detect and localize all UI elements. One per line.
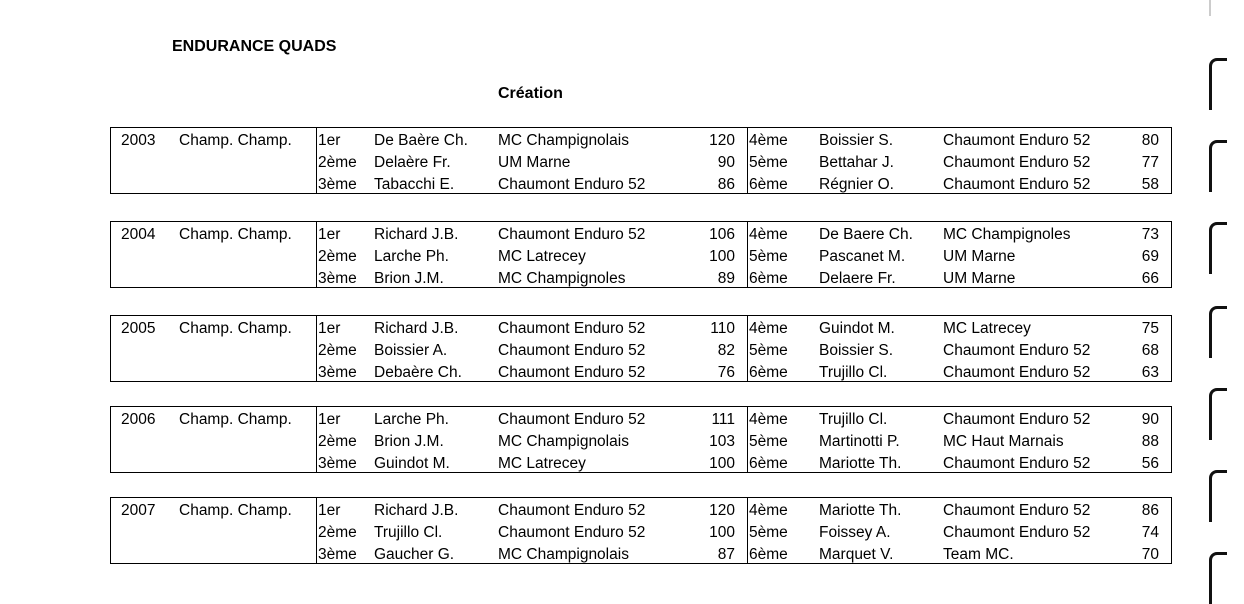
results-block bbox=[110, 497, 1172, 564]
rider-name-cell: Boissier A. bbox=[374, 342, 448, 359]
rider-name-cell: Delaere Fr. bbox=[819, 270, 896, 287]
points-cell: 63 bbox=[1141, 364, 1159, 381]
club-cell: Chaumont Enduro 52 bbox=[943, 342, 1091, 359]
club-cell: Chaumont Enduro 52 bbox=[498, 502, 646, 519]
rider-name-cell: Boissier S. bbox=[819, 132, 894, 149]
rider-name-cell: Trujillo Cl. bbox=[374, 524, 443, 541]
club-cell: UM Marne bbox=[498, 154, 571, 171]
column-divider bbox=[747, 407, 748, 472]
points-cell: 90 bbox=[1141, 411, 1159, 428]
rider-name-cell: Delaère Fr. bbox=[374, 154, 451, 171]
club-cell: UM Marne bbox=[943, 270, 1016, 287]
binder-hole bbox=[1209, 58, 1227, 110]
rank-cell: 4ème bbox=[749, 411, 788, 428]
rank-cell: 5ème bbox=[749, 248, 788, 265]
points-cell: 100 bbox=[709, 524, 735, 541]
year-cell: 2007 bbox=[121, 502, 156, 519]
club-cell: MC Haut Marnais bbox=[943, 433, 1064, 450]
column-divider bbox=[316, 316, 317, 381]
rank-cell: 1er bbox=[318, 411, 341, 428]
column-divider bbox=[316, 407, 317, 472]
rider-name-cell: Mariotte Th. bbox=[819, 502, 902, 519]
year-cell: 2005 bbox=[121, 320, 156, 337]
rank-cell: 4ème bbox=[749, 320, 788, 337]
club-cell: Chaumont Enduro 52 bbox=[943, 455, 1091, 472]
points-cell: 110 bbox=[710, 320, 735, 337]
binder-hole bbox=[1209, 306, 1227, 358]
club-cell: Chaumont Enduro 52 bbox=[498, 524, 646, 541]
points-cell: 111 bbox=[711, 411, 735, 428]
club-cell: Chaumont Enduro 52 bbox=[943, 524, 1091, 541]
rider-name-cell: Mariotte Th. bbox=[819, 455, 902, 472]
club-cell: MC Champignoles bbox=[498, 270, 626, 287]
rider-name-cell: Debaère Ch. bbox=[374, 364, 462, 381]
club-cell: MC Champignolais bbox=[498, 132, 629, 149]
club-cell: Chaumont Enduro 52 bbox=[498, 364, 646, 381]
rider-name-cell: Brion J.M. bbox=[374, 270, 444, 287]
points-cell: 76 bbox=[717, 364, 735, 381]
rider-name-cell: Guindot M. bbox=[819, 320, 895, 337]
year-cell: 2004 bbox=[121, 226, 156, 243]
rider-name-cell: Guindot M. bbox=[374, 455, 450, 472]
club-cell: Chaumont Enduro 52 bbox=[943, 132, 1091, 149]
rider-name-cell: Brion J.M. bbox=[374, 433, 444, 450]
rider-name-cell: Richard J.B. bbox=[374, 320, 459, 337]
points-cell: 100 bbox=[709, 248, 735, 265]
championship-type-cell: Champ. Champ. bbox=[179, 132, 292, 149]
rider-name-cell: Larche Ph. bbox=[374, 411, 449, 428]
column-divider bbox=[747, 222, 748, 287]
championship-type-cell: Champ. Champ. bbox=[179, 502, 292, 519]
points-cell: 69 bbox=[1141, 248, 1159, 265]
binder-edge-mark bbox=[1209, 0, 1227, 16]
championship-type-cell: Champ. Champ. bbox=[179, 411, 292, 428]
column-divider bbox=[747, 316, 748, 381]
rank-cell: 6ème bbox=[749, 455, 788, 472]
results-block bbox=[110, 315, 1172, 382]
club-cell: Chaumont Enduro 52 bbox=[498, 320, 646, 337]
rank-cell: 2ème bbox=[318, 524, 357, 541]
championship-type-cell: Champ. Champ. bbox=[179, 226, 292, 243]
club-cell: MC Champignolais bbox=[498, 546, 629, 563]
points-cell: 77 bbox=[1141, 154, 1159, 171]
column-divider bbox=[316, 128, 317, 193]
binder-hole bbox=[1209, 388, 1227, 440]
points-cell: 88 bbox=[1141, 433, 1159, 450]
results-block bbox=[110, 127, 1172, 194]
points-cell: 86 bbox=[1141, 502, 1159, 519]
club-cell: MC Latrecey bbox=[498, 455, 586, 472]
club-cell: Chaumont Enduro 52 bbox=[943, 176, 1091, 193]
points-cell: 75 bbox=[1141, 320, 1159, 337]
club-cell: UM Marne bbox=[943, 248, 1016, 265]
rank-cell: 4ème bbox=[749, 226, 788, 243]
rank-cell: 4ème bbox=[749, 502, 788, 519]
rank-cell: 5ème bbox=[749, 524, 788, 541]
rider-name-cell: Richard J.B. bbox=[374, 502, 459, 519]
rank-cell: 6ème bbox=[749, 270, 788, 287]
binder-hole bbox=[1209, 222, 1227, 274]
points-cell: 90 bbox=[717, 154, 735, 171]
year-cell: 2003 bbox=[121, 132, 156, 149]
championship-type-cell: Champ. Champ. bbox=[179, 320, 292, 337]
rider-name-cell: Trujillo Cl. bbox=[819, 411, 888, 428]
column-divider bbox=[747, 498, 748, 563]
rank-cell: 2ème bbox=[318, 433, 357, 450]
rank-cell: 6ème bbox=[749, 364, 788, 381]
points-cell: 87 bbox=[717, 546, 735, 563]
column-divider bbox=[316, 498, 317, 563]
section-subtitle: Création bbox=[498, 85, 563, 102]
rank-cell: 5ème bbox=[749, 433, 788, 450]
club-cell: Team MC. bbox=[943, 546, 1014, 563]
rank-cell: 1er bbox=[318, 502, 341, 519]
column-divider bbox=[316, 222, 317, 287]
club-cell: Chaumont Enduro 52 bbox=[943, 411, 1091, 428]
points-cell: 120 bbox=[709, 502, 735, 519]
rider-name-cell: Gaucher G. bbox=[374, 546, 455, 563]
points-cell: 103 bbox=[709, 433, 735, 450]
rider-name-cell: Marquet V. bbox=[819, 546, 894, 563]
club-cell: Chaumont Enduro 52 bbox=[943, 502, 1091, 519]
year-cell: 2006 bbox=[121, 411, 156, 428]
rank-cell: 2ème bbox=[318, 154, 357, 171]
rider-name-cell: Régnier O. bbox=[819, 176, 894, 193]
points-cell: 73 bbox=[1141, 226, 1159, 243]
club-cell: Chaumont Enduro 52 bbox=[943, 364, 1091, 381]
rank-cell: 3ème bbox=[318, 364, 357, 381]
points-cell: 80 bbox=[1141, 132, 1159, 149]
rank-cell: 2ème bbox=[318, 248, 357, 265]
club-cell: MC Latrecey bbox=[943, 320, 1031, 337]
rank-cell: 3ème bbox=[318, 455, 357, 472]
results-block bbox=[110, 221, 1172, 288]
rank-cell: 5ème bbox=[749, 342, 788, 359]
points-cell: 82 bbox=[717, 342, 735, 359]
club-cell: Chaumont Enduro 52 bbox=[498, 226, 646, 243]
rank-cell: 6ème bbox=[749, 546, 788, 563]
points-cell: 58 bbox=[1141, 176, 1159, 193]
club-cell: Chaumont Enduro 52 bbox=[943, 154, 1091, 171]
rank-cell: 3ème bbox=[318, 546, 357, 563]
points-cell: 74 bbox=[1141, 524, 1159, 541]
rank-cell: 1er bbox=[318, 226, 341, 243]
rank-cell: 4ème bbox=[749, 132, 788, 149]
rider-name-cell: Richard J.B. bbox=[374, 226, 459, 243]
rider-name-cell: Martinotti P. bbox=[819, 433, 900, 450]
rank-cell: 1er bbox=[318, 320, 341, 337]
club-cell: MC Champignoles bbox=[943, 226, 1071, 243]
rank-cell: 3ème bbox=[318, 176, 357, 193]
rider-name-cell: De Baère Ch. bbox=[374, 132, 468, 149]
points-cell: 106 bbox=[709, 226, 735, 243]
rider-name-cell: De Baere Ch. bbox=[819, 226, 913, 243]
results-block bbox=[110, 406, 1172, 473]
points-cell: 86 bbox=[717, 176, 735, 193]
points-cell: 120 bbox=[709, 132, 735, 149]
binder-hole bbox=[1209, 470, 1227, 522]
rider-name-cell: Foissey A. bbox=[819, 524, 891, 541]
points-cell: 70 bbox=[1141, 546, 1159, 563]
binder-hole bbox=[1209, 552, 1227, 604]
rider-name-cell: Bettahar J. bbox=[819, 154, 894, 171]
club-cell: Chaumont Enduro 52 bbox=[498, 176, 646, 193]
page-title: ENDURANCE QUADS bbox=[172, 38, 337, 55]
club-cell: Chaumont Enduro 52 bbox=[498, 411, 646, 428]
club-cell: MC Champignolais bbox=[498, 433, 629, 450]
rank-cell: 3ème bbox=[318, 270, 357, 287]
rider-name-cell: Trujillo Cl. bbox=[819, 364, 888, 381]
points-cell: 100 bbox=[709, 455, 735, 472]
club-cell: Chaumont Enduro 52 bbox=[498, 342, 646, 359]
rider-name-cell: Boissier S. bbox=[819, 342, 894, 359]
rank-cell: 6ème bbox=[749, 176, 788, 193]
points-cell: 89 bbox=[717, 270, 735, 287]
rank-cell: 5ème bbox=[749, 154, 788, 171]
column-divider bbox=[747, 128, 748, 193]
binder-hole bbox=[1209, 140, 1227, 192]
rider-name-cell: Tabacchi E. bbox=[374, 176, 455, 193]
points-cell: 56 bbox=[1141, 455, 1159, 472]
rank-cell: 1er bbox=[318, 132, 341, 149]
points-cell: 66 bbox=[1141, 270, 1159, 287]
rider-name-cell: Pascanet M. bbox=[819, 248, 906, 265]
points-cell: 68 bbox=[1141, 342, 1159, 359]
rider-name-cell: Larche Ph. bbox=[374, 248, 449, 265]
rank-cell: 2ème bbox=[318, 342, 357, 359]
club-cell: MC Latrecey bbox=[498, 248, 586, 265]
